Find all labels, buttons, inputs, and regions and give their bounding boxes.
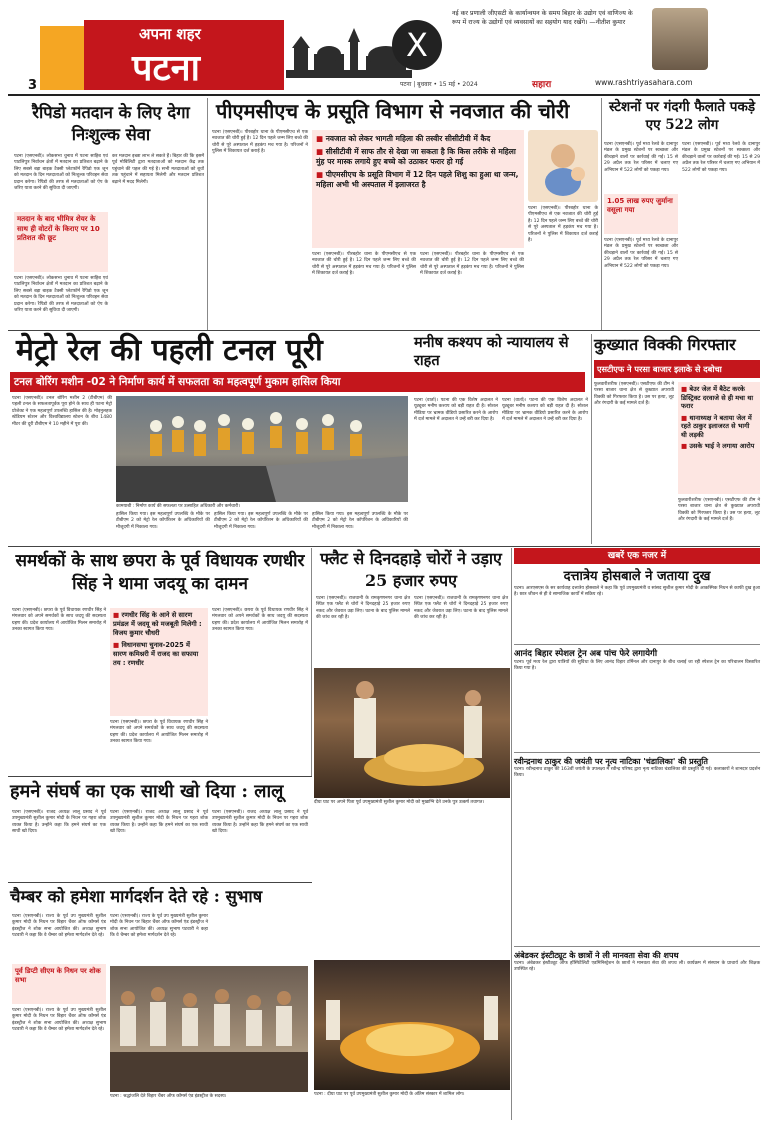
bullet-2: ■ थानाध्यक्ष ने बताया जेल में रहते ठाकुर इलाजरत से भागी थी लड़की — [681, 413, 752, 439]
body-col-1: पटना (एसएनबी)। राजधानी के रामकृष्णनगर थाना क्षेत्र स्थित एक फ्लैट से चोरों ने दिनदहाड़े 25 हजार रुपए नकद और जेवरात उड़ा लिए। घटना के बाद पुलिस मामले की जांच कर रही है। — [316, 596, 410, 621]
news-item-title: रवीन्द्रनाथ ठाकुर की जयंती पर नृत्य नाटिका 'चंडालिका' की प्रस्तुति — [514, 757, 708, 766]
headline: चैम्बर को हमेशा मार्गदर्शन देते रहे : सुभाष — [10, 887, 263, 906]
baby-illustration — [528, 130, 598, 202]
bullet-3: ■ पीएमसीएच के प्रसूति विभाग में 12 दिन पहले शिशु का हुआ था जन्म, महिला अभी भी अस्पताल में इलाजरत है — [316, 170, 519, 189]
news-box-header: खबरें एक नजर में — [514, 548, 760, 564]
cremation-photo — [314, 668, 510, 798]
photo-caption: कामयाबी : निर्माण कार्य की सफलता पर उत्साहित अधिकारी और कर्मचारी। — [116, 504, 240, 509]
body-col-2: पटना (एसएनबी)। राजधानी के रामकृष्णनगर थाना क्षेत्र स्थित एक फ्लैट से चोरों ने दिनदहाड़े 25 हजार रुपए नकद और जेवरात उड़ा लिए। घटना के बाद पुलिस मामले की जांच कर रही है। — [414, 596, 508, 621]
article-metro — [10, 332, 408, 544]
highlight-box — [110, 608, 208, 716]
headline: हमने संघर्ष का एक साथी खो दिया : लालू — [10, 781, 284, 802]
brand-logo: सहारा — [532, 80, 552, 90]
masthead-banner — [84, 20, 284, 90]
news-item — [514, 648, 760, 746]
section-rule — [8, 546, 760, 547]
article-pmch — [210, 96, 600, 328]
page-number: 3 — [28, 78, 38, 93]
news-item-body: पटना। अंबेडकर इंस्टीट्यूट ऑफ हॉस्पिटैलिटी एडमिनिस्ट्रेशन के छात्रों ने मानवता सेवा की शपथ ली। कार्यक्रम में संस्थान के प्राचार्य और शिक्षक उपस्थित रहे। — [514, 961, 760, 973]
headline: मनीष कश्यप को न्यायालय से राहत — [414, 334, 569, 369]
bullet-2: ■ सीसीटीवी में साफ तौर से देखा जा सकता है कि किस तरीके से महिला मुंह पर मास्क लगाये हुए बच्चे को उठाकर फरार हो गई — [316, 147, 516, 166]
article-randhir-singh — [10, 548, 310, 774]
bullet-1: ■ नवजात को लेकर भागती महिला की तस्वीर सीसीटीवी में कैद — [316, 134, 491, 143]
body-col-2: कर मतदान इच्छा लाभ ले सकते हैं। बिहार की कि इसमें पूर्व मोबिलिटी द्वारा मतदाताओं को मतदान केंद्र तक पहुंचाने की पहल की गई है। सभी मतदाताओं को बूथों तक पहुंचाने में सहायता मिलेगी और मतदान प्रतिशत बढ़ाने में मदद मिलेगी। — [112, 154, 204, 185]
news-item-title: अंबेडकर इंस्टीट्यूट के छात्रों ने ली मानवता सेवा की शपथ — [514, 951, 679, 960]
bullet-3: ■ उसके भाई ने लगाया आरोप — [681, 442, 755, 450]
subhead-banner: टनल बोरिंग मशीन -02 ने निर्माण कार्य में सफलता का महत्वपूर्ण मुकाम हासिल किया — [10, 372, 585, 392]
col-rule — [591, 334, 592, 544]
section-rule — [8, 882, 312, 883]
fine-text: 1.05 लाख रुपए जुर्माना वसूला गया — [607, 197, 673, 214]
news-item-title: आनंद बिहार स्पेशल ट्रेन अब पांच फेरे लगायेगी — [514, 649, 658, 659]
article-chamber — [10, 884, 310, 1120]
headline: कुख्यात विक्की गिरफ्तार — [594, 335, 736, 354]
body-col-3: पटना (एसएनबी)। राजद अध्यक्ष लालू प्रसाद ने पूर्व उपमुख्यमंत्री सुशील कुमार मोदी के निधन पर गहरा शोक व्यक्त किया है। उन्होंने कहा कि हमने संघर्ष का एक साथी खो दिया। — [212, 810, 308, 835]
body-col-1: पटना (एसएनबी)। पीरबहोर थाना के पीएमसीएच से एक नवजात की चोरी हुई है। 12 दिन पहले जन्म लिए बच्चे की चोरी से पूरे अस्पताल में हड़कंप मच गया है। परिजनों ने पुलिस में शिकायत दर्ज कराई है। — [212, 130, 308, 155]
body-col-1: पटना (एसएनबी)। लोकसभा चुनाव में पटना साहिब एवं पाटलिपुत्र निर्वाचन क्षेत्रों में मतदान का प्रतिशत बढ़ाने के लिए सबसे बड़ा बाइक टैक्सी प्लेटफॉर्म रैपिडो एक जून को मतदान के दिन मतदाताओं को निःशुल्क परिवहन सेवा प्रदान करेगा। रैपिडो की तरफ से मतदाताओं को ऐप के जरिए यात्रा करने की सुविधा दी जाएगी। — [14, 154, 108, 192]
fine-box — [604, 194, 678, 234]
chamber-caption: पटना : श्रद्धांजलि देते बिहार चैंबर ऑफ कॉमर्स एंड इंडस्ट्रीज के सदस्य। — [110, 1094, 227, 1099]
body-col-1: पटना (एसएनबी)। छपरा के पूर्व विधायक रणधीर सिंह ने मंगलवार को अपने समर्थकों के साथ जदयू की सदस्यता ग्रहण की। प्रदेश कार्यालय में आयोजित मिलन समारोह में उनका स्वागत किया गया। — [12, 608, 106, 633]
chamber-meeting-photo — [110, 966, 308, 1092]
body-col-2: पटना (एसएनबी)। राज्य के पूर्व उप मुख्यमंत्री सुशील कुमार मोदी के निधन पर बिहार चैंबर ऑफ कॉमर्स एंड इंडस्ट्रीज ने शोक सभा आयोजित की। अध्यक्ष सुभाष पटवारी ने कहा कि वे चैम्बर को हमेशा मार्गदर्शन देते रहे। — [110, 914, 208, 939]
funeral-caption: पटना : दीघा घाट पर पूर्व उपमुख्यमंत्री सुशील कुमार मोदी के अंतिम संस्कार में शामिल लोग। — [314, 1092, 465, 1097]
headline: रैपिडो मतदान के लिए देगा निःशुल्क सेवा — [32, 103, 190, 144]
subhead-banner: एसटीएफ ने परसा बाजार इलाके से दबोचा — [594, 360, 760, 378]
body-col-1: पटना (एसएनबी)। राज्य के पूर्व उप मुख्यमंत्री सुशील कुमार मोदी के निधन पर बिहार चैंबर ऑफ कॉमर्स एंड इंडस्ट्रीज ने शोक सभा आयोजित की। अध्यक्ष सुभाष पटवारी ने कहा कि वे चैम्बर को हमेशा मार्गदर्शन देते रहे। — [12, 914, 106, 939]
item-rule — [514, 946, 760, 947]
highlight-box — [14, 212, 108, 272]
body-col-1: पटना (एसएनबी)। पूर्व मध्य रेलवे के दानापुर मंडल के प्रमुख स्टेशनों पर स्वच्छता और कीचड़ाने वालों पर कार्रवाई की गई। 15 से 29 अप्रैल तक रेल परिसर में चलाए गए अभियान में 522 लोगों को पकड़ा गया। — [604, 142, 678, 173]
news-box — [514, 548, 760, 1122]
item-rule — [514, 644, 760, 645]
article-lalu — [10, 778, 310, 882]
article-manish-kashyap — [414, 334, 590, 546]
news-item-body: पटना। पूर्व मध्य रेल द्वारा यात्रियों की सुविधा के लिए आनंद विहार टर्मिनल और दानापुर के बीच चलाई जा रही स्पेशल ट्रेन का परिचालन विस्तारित किया गया है। — [514, 660, 760, 672]
headline: फ्लैट से दिनदहाड़े चोरों ने उड़ाए 25 हजार रुपए — [320, 549, 502, 590]
highlight-text: पूर्व डिप्टी सीएम के निधन पर शोक सभा — [15, 967, 101, 984]
bullet-box — [312, 130, 524, 248]
col-rule — [511, 548, 512, 1120]
metro-workers-photo — [116, 396, 408, 502]
x-logo-icon: X — [392, 20, 442, 70]
body-col-2: पटना (एसएनबी)। पीरबहोर थाना के पीएमसीएच से एक नवजात की चोरी हुई है। 12 दिन पहले जन्म लिए बच्चे की चोरी से पूरे अस्पताल में हड़कंप मच गया है। परिजनों ने पुलिस में शिकायत दर्ज कराई है। — [312, 252, 416, 277]
website-url: www.rashtriyasahara.com — [595, 78, 693, 87]
body-col-2: पटना (एसएनबी)। राजद अध्यक्ष लालू प्रसाद ने पूर्व उपमुख्यमंत्री सुशील कुमार मोदी के निधन पर गहरा शोक व्यक्त किया है। उन्होंने कहा कि हमने संघर्ष का एक साथी खो दिया। — [110, 810, 208, 835]
body-col-1b: पटना (एसएनबी)। पूर्व मध्य रेलवे के दानापुर मंडल के प्रमुख स्टेशनों पर स्वच्छता और कीचड़ाने वालों पर कार्रवाई की गई। 15 से 29 अप्रैल तक रेल परिसर में चलाए गए अभियान में 522 लोगों को पकड़ा गया। — [604, 238, 678, 269]
news-item — [514, 950, 760, 1117]
funeral-crowd-photo — [314, 960, 510, 1090]
headline: समर्थकों के साथ छपरा के पूर्व विधायक रणधीर सिंह ने थामा जदयू का दामन — [15, 551, 305, 594]
body-col-1: पटना (एसएनबी)। राजद अध्यक्ष लालू प्रसाद ने पूर्व उपमुख्यमंत्री सुशील कुमार मोदी के निधन पर गहरा शोक व्यक्त किया है। उन्होंने कहा कि हमने संघर्ष का एक साथी खो दिया। — [12, 810, 106, 835]
body-col-3: हासिल किया गया। इस महत्वपूर्ण उपलब्धि के मौके पर टीबीएम 2 को मेट्रो रेल कॉर्पोरेशन के अधिकारियों की मौजूदगी में निकाला गया। — [214, 512, 308, 530]
news-item-body: पटना। आरएसएस के सर कार्यवाह दत्तात्रेय होसबाले ने कहा कि पूर्व उपमुख्यमंत्री व सांसद सुशील कुमार मोदी के आकस्मिक निधन से काफी दुख हुआ है। छात्र जीवन से ही वे सामाजिक कार्यों में सक्रिय रहे। — [514, 586, 760, 598]
highlight-2: ■ विधानसभा चुनाव-2025 में सारण कमिश्नरी में राजद का सफाया तय : रणधीर — [113, 641, 199, 667]
cm-quote: नई कर प्रणाली जीएसटी के कार्यान्वयन के समय बिहार के उद्योग एवं वाणिज्य के रूप में राज्य के उद्योगों एवं व्यवसायों का सहयोग याद रखेंगे। —नीतीश कुमार — [452, 10, 633, 26]
body-col-2: पटना (एसएनबी)। छपरा के पूर्व विधायक रणधीर सिंह ने मंगलवार को अपने समर्थकों के साथ जदयू की सदस्यता ग्रहण की। प्रदेश कार्यालय में आयोजित मिलन समारोह में उनका स्वागत किया गया। — [110, 720, 208, 745]
article-rapido — [10, 98, 206, 326]
section-rule — [8, 330, 760, 331]
apna-shahar-label: अपना शहर — [139, 25, 201, 43]
body-col-1: फुलवारीशरीफ (एसएनबी)। एसटीएफ की टीम ने परसा बाजार थाना क्षेत्र से कुख्यात अपराधी विक्की को गिरफ्तार किया है। उस पर हत्या, लूट और रंगदारी के कई मामले दर्ज हैं। — [594, 382, 674, 407]
body-col-3: पटना (एसएनबी)। पीरबहोर थाना के पीएमसीएच से एक नवजात की चोरी हुई है। 12 दिन पहले जन्म लिए बच्चे की चोरी से पूरे अस्पताल में हड़कंप मच गया है। परिजनों ने पुलिस में शिकायत दर्ज कराई है। — [420, 252, 524, 277]
news-item — [514, 756, 760, 931]
body-col-1: पटना (एसएनबी)। टनल बोरिंग मशीन 2 (टीबीएम) की पहली टनल के सफलतापूर्वक पूरा होने के साथ ही पटना मेट्रो प्रोजेक्ट ने एक महत्वपूर्ण उपलब्धि हासिल की है। मोइनुलहक स्टेडियम स्टेशन और विश्वविद्यालय स्टेशन के बीच 1480 मीटर की दूरी टीबीएम ने 10 महीने में पूरा की। — [12, 396, 112, 427]
body-col-3: पटना (एसएनबी)। छपरा के पूर्व विधायक रणधीर सिंह ने मंगलवार को अपने समर्थकों के साथ जदयू की सदस्यता ग्रहण की। प्रदेश कार्यालय में आयोजित मिलन समारोह में उनका स्वागत किया गया। — [212, 608, 308, 633]
body-col-1b: पटना (एसएनबी)। राज्य के पूर्व उप मुख्यमंत्री सुशील कुमार मोदी के निधन पर बिहार चैंबर ऑफ कॉमर्स एंड इंडस्ट्रीज ने शोक सभा आयोजित की। अध्यक्ष सुभाष पटवारी ने कहा कि वे चैम्बर को हमेशा मार्गदर्शन देते रहे। — [12, 1008, 106, 1033]
body-col-1: पटना (वार्ता)। पटना की एक विशेष अदालत ने यूट्यूबर मनीष कश्यप को बड़ी राहत दी है। सोशल मीडिया पर भ्रामक वीडियो प्रसारित करने के आरोप में दर्ज मामले में अदालत ने उन्हें बरी कर दिया है। — [414, 398, 498, 423]
body-col-4: पटना (एसएनबी)। पीरबहोर थाना के पीएमसीएच से एक नवजात की चोरी हुई है। 12 दिन पहले जन्म लिए बच्चे की चोरी से पूरे अस्पताल में हड़कंप मच गया है। परिजनों ने पुलिस में शिकायत दर्ज कराई है। — [528, 206, 598, 244]
body-col-2: फुलवारीशरीफ (एसएनबी)। एसटीएफ की टीम ने परसा बाजार थाना क्षेत्र से कुख्यात अपराधी विक्की को गिरफ्तार किया है। उस पर हत्या, लूट और रंगदारी के कई मामले दर्ज हैं। — [678, 498, 760, 523]
quote-photo — [652, 8, 708, 70]
bullet-1: ■ बेउर जेल में बैठेट करके डिस्ट्रिक्ट दरवाजे से ही मचा था फरार — [681, 385, 754, 410]
article-vicky-arrest — [594, 332, 760, 544]
section-rule — [8, 776, 312, 777]
cremation-caption: दीघा घाट पर अपने पिता पूर्व उपमुख्यमंत्री सुशील कुमार मोदी को मुखाग्नि देते उनके पुत्र उत्कर्ष तथागत। — [314, 800, 485, 805]
highlight-text: मतदान के बाद भीमित्र शेयर के साथ ही वोटरों के किराए पर 10 प्रतिशत की छूट — [17, 215, 100, 242]
body-col-2: हासिल किया गया। इस महत्वपूर्ण उपलब्धि के मौके पर टीबीएम 2 को मेट्रो रेल कॉर्पोरेशन के अधिकारियों की मौजूदगी में निकाला गया। — [116, 512, 210, 530]
col-rule — [207, 98, 208, 330]
body-col-4: हासिल किया गया। इस महत्वपूर्ण उपलब्धि के मौके पर टीबीएम 2 को मेट्रो रेल कॉर्पोरेशन के अधिकारियों की मौजूदगी में निकाला गया। — [312, 512, 408, 530]
col-rule — [311, 548, 312, 776]
article-stations — [604, 98, 760, 330]
headline: मेट्रो रेल की पहली टनल पूरी — [16, 333, 323, 368]
masthead-logo-block — [40, 26, 84, 90]
body-col-1b: पटना (एसएनबी)। लोकसभा चुनाव में पटना साहिब एवं पाटलिपुत्र निर्वाचन क्षेत्रों में मतदान का प्रतिशत बढ़ाने के लिए सबसे बड़ा बाइक टैक्सी प्लेटफॉर्म रैपिडो एक जून को मतदान के दिन मतदाताओं को निःशुल्क परिवहन सेवा प्रदान करेगा। रैपिडो की तरफ से मतदाताओं को ऐप के जरिए यात्रा करने की सुविधा दी जाएगी। — [14, 276, 108, 314]
body-col-2: पटना (एसएनबी)। पूर्व मध्य रेलवे के दानापुर मंडल के प्रमुख स्टेशनों पर स्वच्छता और कीचड़ाने वालों पर कार्रवाई की गई। 15 से 29 अप्रैल तक रेल परिसर में चलाए गए अभियान में 522 लोगों को पकड़ा गया। — [682, 142, 760, 173]
item-rule — [514, 752, 760, 753]
dateline: पटना | बुधवार • 15 मई • 2024 — [400, 81, 478, 88]
highlight-box — [12, 964, 106, 1004]
news-item-title: दत्तात्रेय होसबाले ने जताया दुख — [563, 569, 711, 584]
headline: पीएमसीएच के प्रसूति विभाग से नवजात की चोरी — [216, 99, 570, 123]
headline: स्टेशनों पर गंदगी फैलाते पकड़े एए 522 लोग — [608, 99, 756, 133]
bullet-box — [678, 382, 760, 494]
col-rule — [601, 98, 602, 330]
news-item — [514, 568, 760, 638]
highlight-1: ■ रणधीर सिंह के आने से सारण प्रमंडल में जदयू को मजबूती मिलेगी : विजय कुमार चौधरी — [113, 611, 202, 637]
masthead — [28, 8, 760, 94]
article-flat-theft — [314, 548, 508, 666]
body-col-2: पटना (वार्ता)। पटना की एक विशेष अदालत ने यूट्यूबर मनीष कश्यप को बड़ी राहत दी है। सोशल मीडिया पर भ्रामक वीडियो प्रसारित करने के आरोप में दर्ज मामले में अदालत ने उन्हें बरी कर दिया है। — [502, 398, 588, 423]
city-title: पटना — [132, 47, 200, 89]
news-item-body: पटना। रवीन्द्रनाथ ठाकुर की 163वीं जयंती के उपलक्ष्य में रवीन्द्र परिषद द्वारा नृत्य नाटिका चंडालिका की प्रस्तुति दी गई। कलाकारों ने शानदार प्रदर्शन किया। — [514, 767, 760, 779]
